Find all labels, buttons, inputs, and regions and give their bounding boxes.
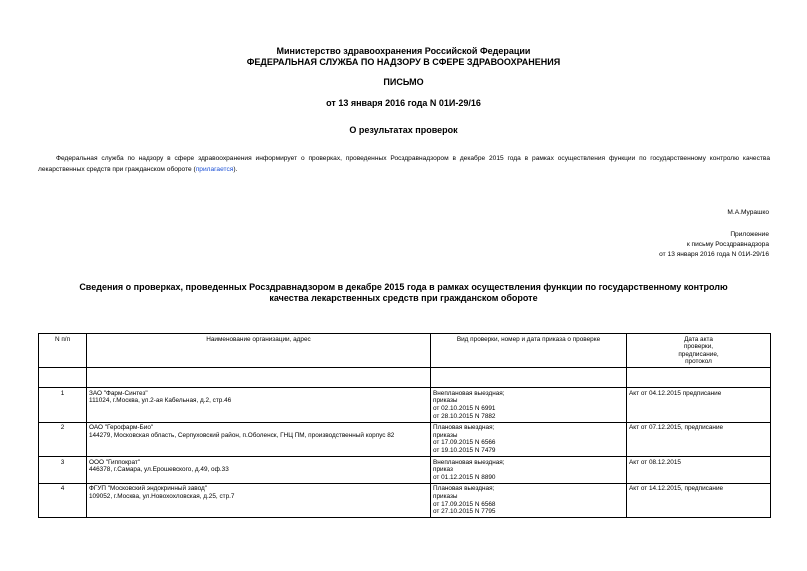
appendix-date: от 13 января 2016 года N 01И-29/16: [659, 251, 769, 258]
row-num: 1: [39, 388, 87, 422]
service-name: ФЕДЕРАЛЬНАЯ СЛУЖБА ПО НАДЗОРУ В СФЕРЕ ЗДРАВООХРАНЕНИЯ: [246, 57, 561, 67]
row-act: Акт от 04.12.2015 предписание: [627, 388, 771, 422]
doc-subject: О результатах проверок: [349, 125, 458, 135]
appendix-ref: к письму Росздравнадзора: [686, 241, 769, 248]
doc-date: от 13 января 2016 года N 01И-29/16: [326, 98, 481, 108]
row-num: 4: [39, 483, 87, 517]
org-address: 144279, Московская область, Серпуховский район, п.Оболенск, ГНЦ ПМ, производственный корпус 82: [89, 431, 395, 439]
table-row: [39, 483, 771, 517]
row-num: 2: [39, 422, 87, 456]
org-name: ФГУП "Московский эндокринный завод": [89, 485, 208, 493]
org-address: 109052, г.Москва, ул.Новохохловская, д.25, стр.7: [89, 493, 235, 500]
row-org: [87, 457, 431, 484]
org-name: ЗАО "Фарм-Синтез": [89, 389, 148, 397]
header-num: N п/п: [39, 334, 87, 368]
table-header-row: [39, 334, 771, 368]
table-row: [39, 422, 771, 456]
org-address: 446378, г.Самара, ул.Ерошевского, д.49, оф.33: [89, 466, 229, 474]
row-org: [87, 422, 431, 456]
row-org: [87, 483, 431, 517]
appendix-link[interactable]: прилагается: [195, 166, 234, 173]
doc-type: ПИСЬМО: [383, 77, 424, 87]
row-org: [87, 388, 431, 422]
appendix-label: Приложение: [730, 231, 769, 238]
body-text-end: ).: [233, 166, 238, 173]
org-name: ООО "Гиппократ": [89, 458, 141, 466]
inspections-table: [38, 333, 771, 518]
header-act: Дата акта проверки, предписание, протокол: [627, 334, 771, 368]
row-inspection: Внеплановая выездная; приказ от 01.12.2015 N 8890: [431, 457, 627, 484]
row-num: 3: [39, 457, 87, 484]
table-spacer-row: [39, 368, 771, 388]
table-title: Сведения о проверках, проведенных Росздравнадзором в декабре 2015 года в рамках осуществления функции по государственному контролю качества лекарственных средств при гражданском обороте: [79, 282, 728, 303]
row-inspection: Внеплановая выездная; приказы от 02.10.2015 N 6991 от 28.10.2015 N 7882: [431, 388, 627, 422]
header-inspection: Вид проверки, номер и дата приказа о проверке: [431, 334, 627, 368]
org-name: ОАО "Герофарм-Био": [89, 424, 154, 432]
org-address: 111024, г.Москва, ул.2-ая Кабельная, д.2, стр.46: [89, 397, 232, 405]
table-row: [39, 388, 771, 422]
row-inspection: Плановая выездная; приказы от 17.09.2015 N 6568 от 27.10.2015 N 7795: [431, 483, 627, 517]
ministry-name: Министерство здравоохранения Российской Федерации: [276, 46, 531, 56]
signature: М.А.Мурашко: [727, 209, 769, 216]
row-act: Акт от 07.12.2015, предписание: [627, 422, 771, 456]
body-paragraph: [38, 153, 770, 175]
table-row: [39, 457, 771, 484]
row-act: Акт от 08.12.2015: [627, 457, 771, 484]
row-act: Акт от 14.12.2015, предписание: [627, 483, 771, 517]
row-inspection: Плановая выездная; приказы от 17.09.2015 N 6566 от 19.10.2015 N 7479: [431, 422, 627, 456]
body-text-start: Федеральная служба по надзору в сфере здравоохранения информирует о проверках, проведенных Росздравнадзором в декабре 2015 года в рамках осуществления функции по государственному контролю качества лекарственных средств при гражданском обороте (: [38, 155, 770, 173]
header-org: Наименование организации, адрес: [87, 334, 431, 368]
